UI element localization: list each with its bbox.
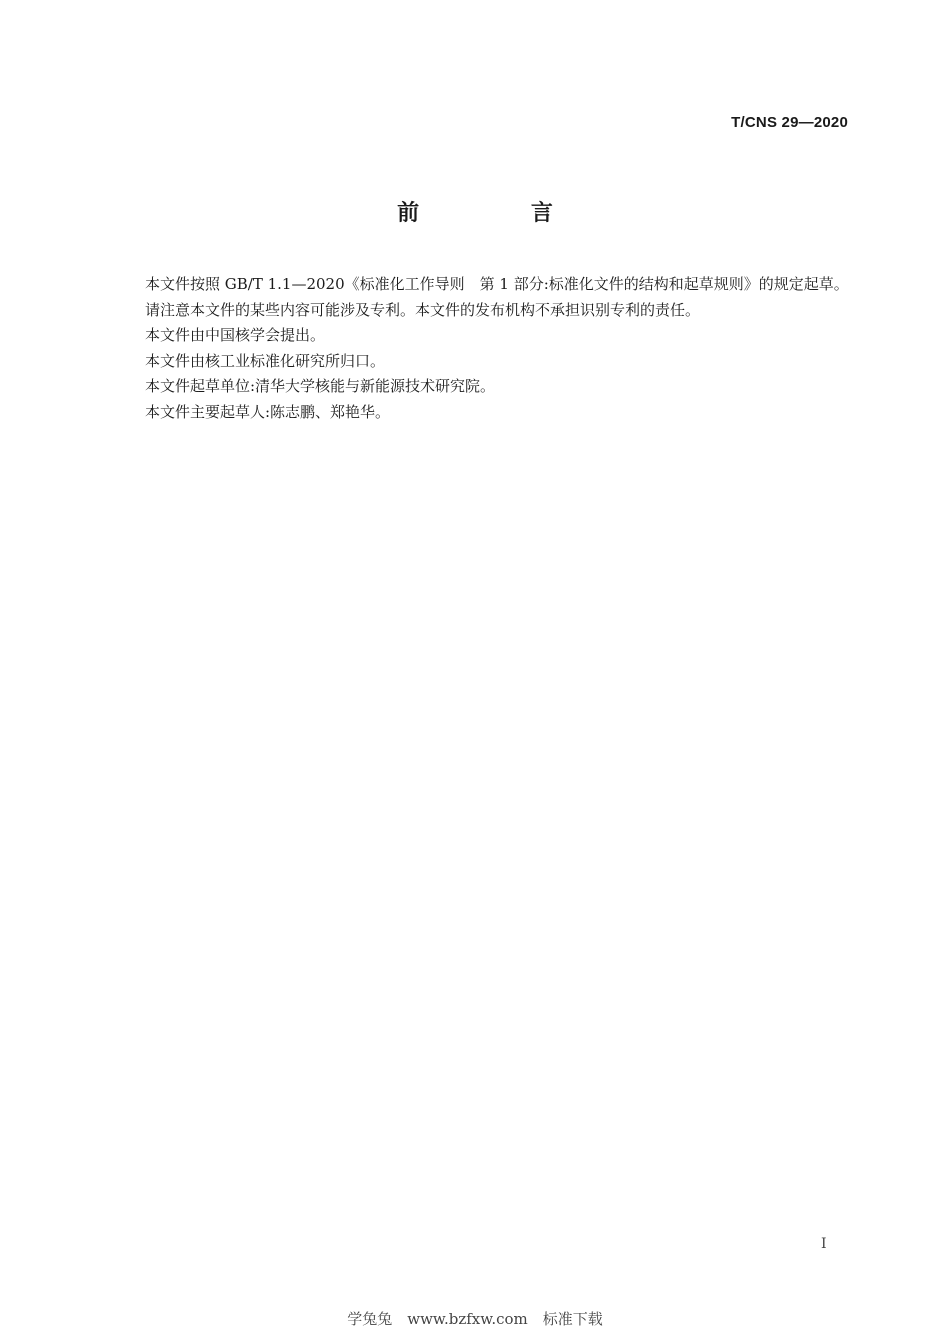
- page-number: I: [821, 1236, 827, 1252]
- paragraph-administrator: 本文件由核工业标准化研究所归口。: [145, 351, 386, 370]
- paragraph-drafting-unit: 本文件起草单位:清华大学核能与新能源技术研究院。: [145, 377, 496, 395]
- paragraph-proposer: 本文件由中国核学会提出。: [145, 326, 326, 344]
- page-title: 前 言: [397, 201, 605, 226]
- paragraph-patent-notice: 请注意本文件的某些内容可能涉及专利。本文件的发布机构不承担识别专利的责任。: [145, 300, 701, 319]
- document-code: T/CNS 29—2020: [731, 114, 848, 131]
- footer-watermark: 学兔兔 www.bzfxw.com 标准下载: [347, 1310, 603, 1328]
- paragraph-drafting-rules: 本文件按照 GB/T 1.1—2020《标准化工作导则 第 1 部分:标准化文件的结构和起草规则》的规定起草。: [145, 275, 849, 293]
- foreword-body: [114, 272, 850, 425]
- paragraph-drafters: 本文件主要起草人:陈志鹏、郑艳华。: [145, 402, 391, 421]
